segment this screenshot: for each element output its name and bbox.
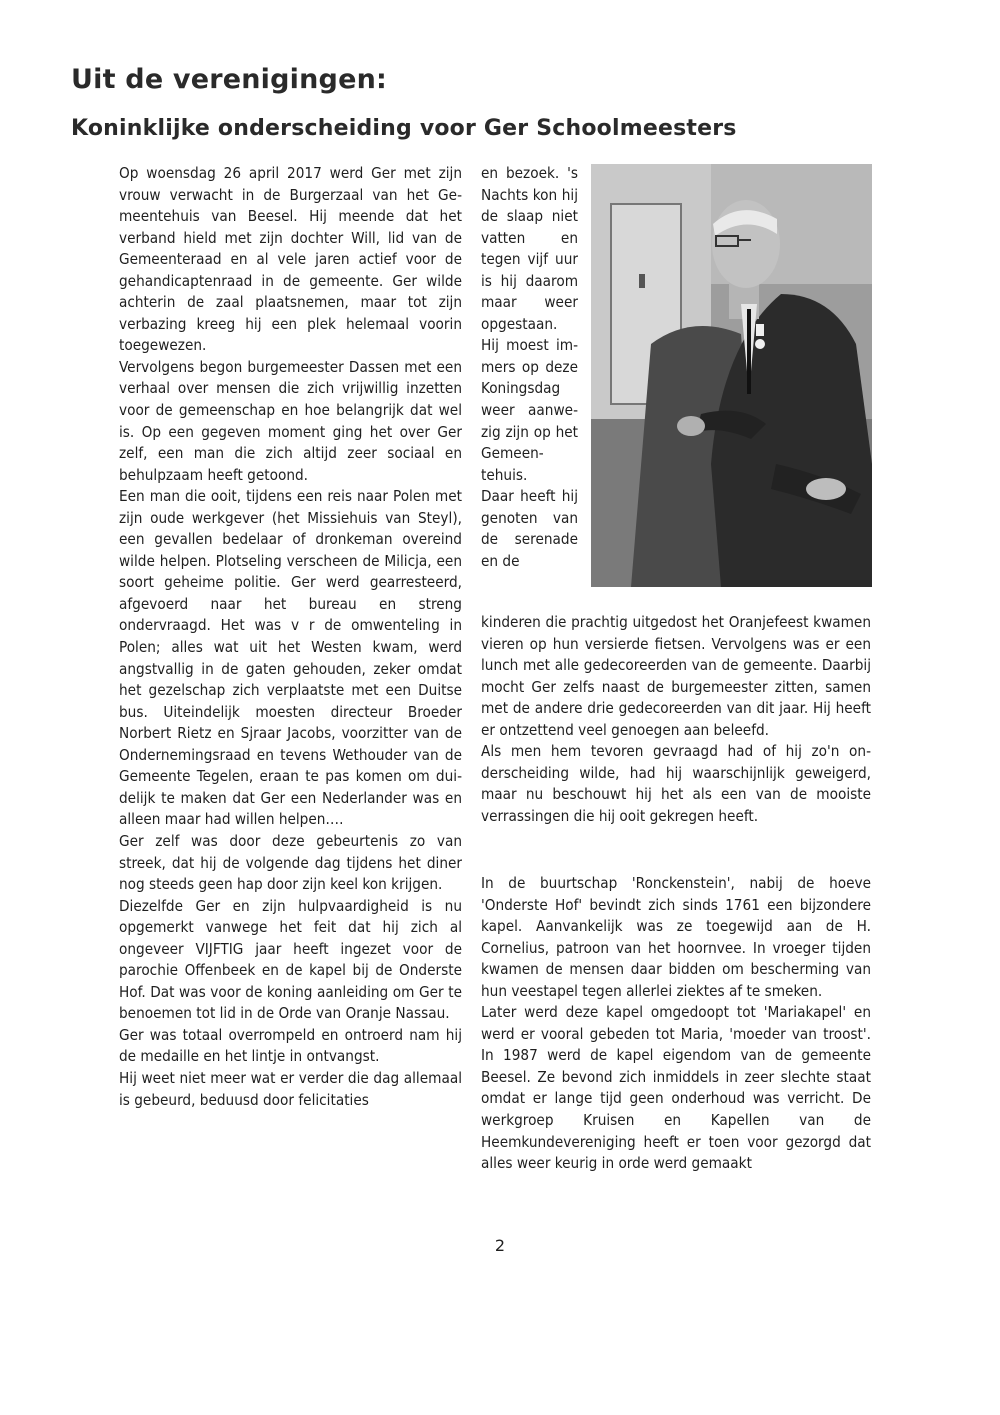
paragraph: Hij weet niet meer wat er verder die dag allemaal is gebeurd, beduusd door felicitaties [119,1068,462,1109]
paragraph: Ger zelf was door deze gebeurtenis zo van streek, dat hij de volgende dag tijdens het diner nog steeds geen hap door zijn keel kon krijgen. [119,831,462,894]
paragraph: Vervolgens begon burgemeester Dassen met een verhaal over mensen die zich vrijwillig inzetten voor de gemeenschap en hoe belangrijk dat wel is. Op een gegeven moment ging het over Ger zelf, een man die zich altijd zeer sociaal en behulpzaam heeft getoond. [119,357,462,484]
paragraph: Diezelfde Ger en zijn hulpvaardigheid is nu opgemerkt vanwege het feit dat hij zich al ongeveer VIJFTIG jaar heeft ingezet voor de parochie Offenbeek en de kapel bij de Onderste Hof. Dat was voor de koning aanleiding om Ger te benoemen tot lid in de Orde van Oranje Nassau. [119,896,462,1023]
paragraph: Ger was totaal overrompeld en ontroerd nam hij de medaille en het lintje in ontvangst. [119,1025,462,1066]
left-column [119,163,462,1111]
paragraph: In de buurtschap 'Ronckenstein', nabij de hoeve 'Onderste Hof' bevindt zich sinds 1761 een bijzondere kapel. Aanvankelijk was ze toegewijd aan de H. Cornelius, patroon van het hoornvee. In vroeger tijden kwamen de mensen daar bidden om bescherming van hun veestapel tegen allerlei ziektes af te smeken. [481,874,871,1000]
paragraph: Daar heeft hij genoten van de serenade en de [481,487,578,570]
paragraph: Een man die ooit, tijdens een reis naar Polen met zijn oude werkgever (het Missiehuis van Steyl), een gevallen bedelaar of dronkeman overeind wilde helpen. Plotseling verscheen de Milicja, een soort geheime politie. Ger werd gearresteerd, afgevoerd naar het bureau en streng ondervraagd. Het was v r de omwenteling in Polen; alles wat uit het Westen kwam, werd angstvallig in de gaten gehouden, zeker omdat het gezelschap zich verplaatste met een Duitse bus. Uiteindelijk moesten directeur Broeder Norbert Rietz en Sjraar Jacobs, voorzitter van de Ondernemingsraad en tevens Wethouder van de Gemeente Tegelen, eraan te pas komen om duidelijk te maken dat Ger een Nederlander was en alleen maar had willen helpen…. [119,487,462,829]
portrait-illustration [591,164,872,587]
paragraph: kinderen die prachtig uitgedost het Oranjefeest kwamen vieren op hun versierde fietsen. Vervolgens was er een lunch met alle gedecoreerden van de gemeente. Daarbij mocht Ger zelfs naast de burgemeester zitten, samen met de andere drie gedecoreerden van dit jaar. Hij heeft er ontzettend veel genoegen aan beleefd. [481,613,871,739]
right-column [481,612,871,827]
paragraph: en bezoek. 's Nachts kon hij de slaap niet vatten en tegen vijf uur is hij daarom maar weer opgestaan. Hij moest immers op deze Koningsdag weer aanwezig zijn op het Gemeentehuis. [481,164,578,484]
page-number: 2 [494,1236,506,1255]
paragraph: Later werd deze kapel omgedoopt tot 'Mariakapel' en werd er vooral gebeden tot Maria, 'moeder van troost'. In 1987 werd de kapel eigendom van de gemeente Beesel. Ze bevond zich inmiddels in zeer slechte staat omdat er lange tijd geen onderhoud was verricht. De werkgroep Kruisen en Kapellen van de Heemkundevereniging heeft er toen voor gezorgd dat alles weer keurig in orde werd gemaakt [481,1003,871,1173]
article-title: Koninklijke onderscheiding voor Ger Schoolmeesters [71,116,737,141]
section-title: Uit de verenigingen: [71,64,388,95]
paragraph: Op woensdag 26 april 2017 werd Ger met zijn vrouw verwacht in de Burgerzaal van het Gemeentehuis van Beesel. Hij meende dat het verband hield met zijn dochter Will, lid van de Gemeenteraad en al vele jaren actief voor de gehandicaptenraad in de gemeente. Ger wilde achterin de zaal plaatsnemen, maar tot zijn verbazing kreeg hij een plek helemaal voorin toegewezen. [119,164,462,355]
narrow-column [481,163,578,572]
paragraph: Als men hem tevoren gevraagd had of hij zo'n onderscheiding wilde, had hij waarschijnlijk geweigerd, maar nu beschouwt hij het als een van de mooiste verrassingen die hij ooit gekregen heeft. [481,742,871,825]
portrait-photo [591,164,872,587]
second-article [481,873,871,1175]
